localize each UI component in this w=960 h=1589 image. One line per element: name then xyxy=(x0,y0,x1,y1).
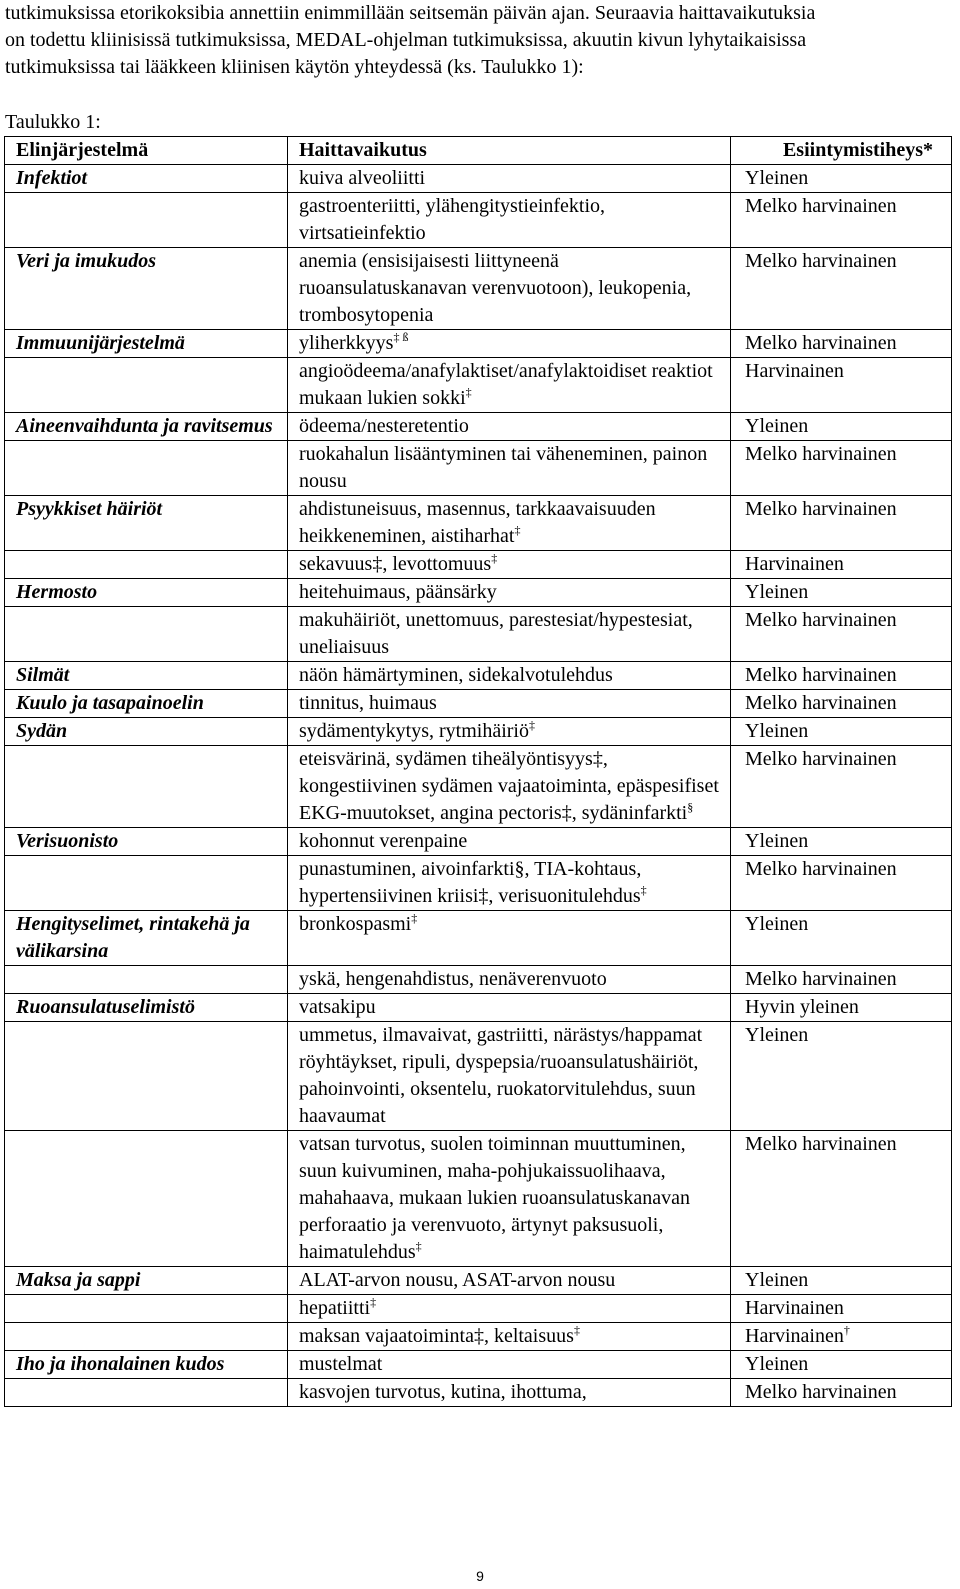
footnote-marker: ‡ xyxy=(573,1323,580,1337)
frequency-cell xyxy=(731,330,952,358)
organ-system-cell xyxy=(5,441,288,496)
organ-system-cell: Psyykkiset häiriöt xyxy=(5,496,288,551)
organ-system-cell xyxy=(5,1131,288,1267)
frequency-cell xyxy=(731,1323,952,1351)
frequency-text: Yleinen xyxy=(745,830,809,852)
organ-system-cell: Maksa ja sappi xyxy=(5,1267,288,1295)
table-row xyxy=(5,690,952,718)
frequency-text: Melko harvinainen xyxy=(745,1381,897,1403)
frequency-text: Yleinen xyxy=(745,415,809,437)
table-row xyxy=(5,1267,952,1295)
adverse-effect-cell xyxy=(288,746,731,828)
footnote-marker: ‡ xyxy=(640,883,647,897)
table-row xyxy=(5,1131,952,1267)
table-row xyxy=(5,551,952,579)
adverse-effect-cell xyxy=(288,966,731,994)
frequency-text: Melko harvinainen xyxy=(745,250,897,272)
adverse-effect-cell xyxy=(288,1295,731,1323)
table-row xyxy=(5,1351,952,1379)
adverse-effect-text: yskä, hengenahdistus, nenäverenvuoto xyxy=(299,968,607,990)
organ-system-cell: Silmät xyxy=(5,662,288,690)
organ-system-cell xyxy=(5,193,288,248)
adverse-effect-cell xyxy=(288,856,731,911)
adverse-effect-cell xyxy=(288,1379,731,1407)
adverse-effect-text: kuiva alveoliitti xyxy=(299,167,426,189)
frequency-cell xyxy=(731,966,952,994)
frequency-cell xyxy=(731,1022,952,1131)
frequency-cell xyxy=(731,358,952,413)
organ-system-cell xyxy=(5,966,288,994)
adverse-effect-text: punastuminen, aivoinfarkti§, TIA-kohtaus, hypertensiivinen kriisi‡, verisuonitulehdus xyxy=(299,858,642,907)
adverse-effect-cell xyxy=(288,1267,731,1295)
adverse-effect-cell xyxy=(288,994,731,1022)
table-row xyxy=(5,248,952,330)
frequency-cell xyxy=(731,193,952,248)
footnote-marker: † xyxy=(843,1323,850,1337)
footnote-marker: ‡ xyxy=(514,523,521,537)
frequency-text: Harvinainen xyxy=(745,1297,844,1319)
frequency-text: Melko harvinainen xyxy=(745,609,897,631)
adverse-effect-cell xyxy=(288,248,731,330)
intro-line: tutkimuksissa tai lääkkeen kliinisen käytön yhteydessä (ks. Taulukko 1): xyxy=(5,56,584,78)
adverse-effect-text: heitehuimaus, päänsärky xyxy=(299,581,497,603)
organ-system-cell: Kuulo ja tasapainoelin xyxy=(5,690,288,718)
table-row xyxy=(5,828,952,856)
frequency-text: Melko harvinainen xyxy=(745,968,897,990)
adverse-effect-cell xyxy=(288,718,731,746)
organ-system-cell: Ruoansulatuselimistö xyxy=(5,994,288,1022)
frequency-cell xyxy=(731,1295,952,1323)
frequency-cell xyxy=(731,911,952,966)
organ-system-cell: Verisuonisto xyxy=(5,828,288,856)
table-body xyxy=(5,165,952,1407)
adverse-effect-cell xyxy=(288,662,731,690)
adverse-effect-cell xyxy=(288,579,731,607)
organ-system-cell xyxy=(5,358,288,413)
table-row xyxy=(5,358,952,413)
frequency-cell xyxy=(731,441,952,496)
organ-system-cell xyxy=(5,551,288,579)
frequency-text: Yleinen xyxy=(745,720,809,742)
footnote-marker: ‡ xyxy=(415,1239,422,1253)
frequency-cell xyxy=(731,662,952,690)
table-row xyxy=(5,1295,952,1323)
table-row xyxy=(5,662,952,690)
frequency-text: Hyvin yleinen xyxy=(745,996,859,1018)
table-row xyxy=(5,966,952,994)
adverse-effect-text: ödeema/nesteretentio xyxy=(299,415,469,437)
table-caption: Taulukko 1: xyxy=(5,111,101,133)
frequency-text: Melko harvinainen xyxy=(745,748,897,770)
adverse-effect-text: ummetus, ilmavaivat, gastriitti, närästys/happamat röyhtäykset, ripuli, dyspepsia/ruoansulatushäiriöt, pahoinvointi, oksentelu, ruokatorvitulehdus, suun haavaumat xyxy=(299,1024,703,1127)
organ-system-cell xyxy=(5,746,288,828)
adverse-effect-cell xyxy=(288,330,731,358)
frequency-text: Yleinen xyxy=(745,167,809,189)
footnote-marker: ‡ xyxy=(491,551,498,565)
organ-system-cell: Iho ja ihonalainen kudos xyxy=(5,1351,288,1379)
frequency-cell xyxy=(731,828,952,856)
footnote-marker: ‡ xyxy=(528,718,535,732)
adverse-effect-text: ruokahalun lisääntyminen tai väheneminen, painon nousu xyxy=(299,443,708,492)
frequency-cell xyxy=(731,579,952,607)
organ-system-cell: Veri ja imukudos xyxy=(5,248,288,330)
frequency-cell xyxy=(731,1131,952,1267)
organ-system-cell: Aineenvaihdunta ja ravitsemus xyxy=(5,413,288,441)
organ-system-cell xyxy=(5,856,288,911)
adverse-effect-text: angioödeema/anafylaktiset/anafylaktoidiset reaktiot mukaan lukien sokki xyxy=(299,360,713,409)
footnote-marker: ‡ ß xyxy=(393,330,409,344)
adverse-effect-cell xyxy=(288,551,731,579)
table-row xyxy=(5,193,952,248)
adverse-effect-cell xyxy=(288,911,731,966)
adverse-effect-text: bronkospasmi xyxy=(299,913,412,935)
frequency-text: Melko harvinainen xyxy=(745,332,897,354)
frequency-text: Melko harvinainen xyxy=(745,858,897,880)
frequency-cell xyxy=(731,248,952,330)
adverse-effect-text: kohonnut verenpaine xyxy=(299,830,468,852)
adverse-effect-cell xyxy=(288,496,731,551)
frequency-text: Yleinen xyxy=(745,1353,809,1375)
adverse-effect-cell xyxy=(288,413,731,441)
adverse-effects-table xyxy=(4,136,952,1407)
adverse-effect-text: sydämentykytys, rytmihäiriö xyxy=(299,720,529,742)
adverse-effect-cell xyxy=(288,1131,731,1267)
organ-system-cell xyxy=(5,1379,288,1407)
table-row xyxy=(5,496,952,551)
table-row xyxy=(5,165,952,193)
adverse-effect-text: eteisvärinä, sydämen tiheälyöntisyys‡, kongestiivinen sydämen vajaatoiminta, epäspesifiset EKG-muutokset, angina pectoris‡, sydäninfarkti xyxy=(299,748,719,824)
frequency-text: Harvinainen xyxy=(745,553,844,575)
table-row xyxy=(5,607,952,662)
adverse-effect-cell xyxy=(288,165,731,193)
page-number: 9 xyxy=(476,1568,484,1584)
intro-line: tutkimuksissa etorikoksibia annettiin enimmillään seitsemän päivän ajan. Seuraavia haittavaikutuksia xyxy=(5,2,816,24)
frequency-cell xyxy=(731,413,952,441)
adverse-effect-text: gastroenteriitti, ylähengitystieinfektio, virtsatieinfektio xyxy=(299,195,606,244)
frequency-text: Melko harvinainen xyxy=(745,692,897,714)
table-row xyxy=(5,994,952,1022)
frequency-text: Yleinen xyxy=(745,1269,809,1291)
frequency-cell xyxy=(731,746,952,828)
frequency-text: Yleinen xyxy=(745,1024,809,1046)
adverse-effect-text: makuhäiriöt, unettomuus, parestesiat/hypestesiat, uneliaisuus xyxy=(299,609,693,658)
organ-system-cell: Immuunijärjestelmä xyxy=(5,330,288,358)
table-row xyxy=(5,1379,952,1407)
frequency-cell xyxy=(731,856,952,911)
table-row xyxy=(5,330,952,358)
adverse-effect-cell xyxy=(288,358,731,413)
header-adverse-effect: Haittavaikutus xyxy=(288,137,731,165)
frequency-text: Melko harvinainen xyxy=(745,443,897,465)
frequency-cell xyxy=(731,165,952,193)
adverse-effect-cell xyxy=(288,1022,731,1131)
table-header-row xyxy=(5,137,952,165)
adverse-effect-text: maksan vajaatoiminta‡, keltaisuus xyxy=(299,1325,574,1347)
adverse-effect-text: anemia (ensisijaisesti liittyneenä ruoansulatuskanavan verenvuotoon), leukopenia, trombosytopenia xyxy=(299,250,692,326)
adverse-effect-cell xyxy=(288,1323,731,1351)
frequency-text: Melko harvinainen xyxy=(745,664,897,686)
frequency-text: Melko harvinainen xyxy=(745,1133,897,1155)
organ-system-cell xyxy=(5,1295,288,1323)
frequency-text: Harvinainen xyxy=(745,1325,844,1347)
frequency-text: Yleinen xyxy=(745,913,809,935)
organ-system-cell xyxy=(5,1022,288,1131)
adverse-effect-text: tinnitus, huimaus xyxy=(299,692,437,714)
frequency-cell xyxy=(731,551,952,579)
table-row xyxy=(5,579,952,607)
adverse-effect-text: ALAT-arvon nousu, ASAT-arvon nousu xyxy=(299,1269,616,1291)
adverse-effect-text: ahdistuneisuus, masennus, tarkkaavaisuuden heikkeneminen, aistiharhat xyxy=(299,498,656,547)
frequency-text: Harvinainen xyxy=(745,360,844,382)
organ-system-cell: Sydän xyxy=(5,718,288,746)
adverse-effect-text: yliherkkyys xyxy=(299,332,394,354)
table-row xyxy=(5,746,952,828)
footnote-marker: ‡ xyxy=(465,385,472,399)
adverse-effect-cell xyxy=(288,828,731,856)
organ-system-cell xyxy=(5,607,288,662)
adverse-effect-text: mustelmat xyxy=(299,1353,383,1375)
organ-system-cell: Infektiot xyxy=(5,165,288,193)
frequency-cell xyxy=(731,994,952,1022)
footnote-marker: ‡ xyxy=(411,911,418,925)
adverse-effect-text: hepatiitti xyxy=(299,1297,371,1319)
table-row xyxy=(5,718,952,746)
adverse-effect-text: vatsan turvotus, suolen toiminnan muuttuminen, suun kuivuminen, maha-pohjukaissuolihaava, mahahaava, mukaan lukien ruoansulatuskanavan perforaatio ja verenvuoto, ärtynyt paksusuoli, haimatulehdus xyxy=(299,1133,690,1263)
adverse-effect-text: näön hämärtyminen, sidekalvotulehdus xyxy=(299,664,613,686)
frequency-cell xyxy=(731,718,952,746)
adverse-effect-cell xyxy=(288,441,731,496)
organ-system-cell: Hermosto xyxy=(5,579,288,607)
table-row xyxy=(5,856,952,911)
intro-paragraph xyxy=(5,0,955,81)
intro-line: on todettu kliinisissä tutkimuksissa, MEDAL-ohjelman tutkimuksissa, akuutin kivun lyhytaikaisissa xyxy=(5,29,807,51)
frequency-text: Melko harvinainen xyxy=(745,195,897,217)
organ-system-cell: Hengityselimet, rintakehä ja välikarsina xyxy=(5,911,288,966)
table-row xyxy=(5,413,952,441)
frequency-cell xyxy=(731,1351,952,1379)
frequency-text: Yleinen xyxy=(745,581,809,603)
adverse-effect-cell xyxy=(288,690,731,718)
adverse-effect-text: vatsakipu xyxy=(299,996,376,1018)
frequency-cell xyxy=(731,1379,952,1407)
frequency-cell xyxy=(731,690,952,718)
adverse-effect-cell xyxy=(288,1351,731,1379)
frequency-cell xyxy=(731,607,952,662)
adverse-effect-text: sekavuus‡, levottomuus xyxy=(299,553,492,575)
adverse-effect-cell xyxy=(288,193,731,248)
frequency-text: Melko harvinainen xyxy=(745,498,897,520)
footnote-marker: § xyxy=(687,800,694,814)
header-organ-system: Elinjärjestelmä xyxy=(5,137,288,165)
frequency-cell xyxy=(731,1267,952,1295)
footnote-marker: ‡ xyxy=(370,1295,377,1309)
table-row xyxy=(5,911,952,966)
header-frequency: Esiintymistiheys* xyxy=(731,137,952,165)
organ-system-cell xyxy=(5,1323,288,1351)
table-row xyxy=(5,1022,952,1131)
table-row xyxy=(5,1323,952,1351)
adverse-effect-text: kasvojen turvotus, kutina, ihottuma, xyxy=(299,1381,587,1403)
adverse-effect-cell xyxy=(288,607,731,662)
table-row xyxy=(5,441,952,496)
frequency-cell xyxy=(731,496,952,551)
